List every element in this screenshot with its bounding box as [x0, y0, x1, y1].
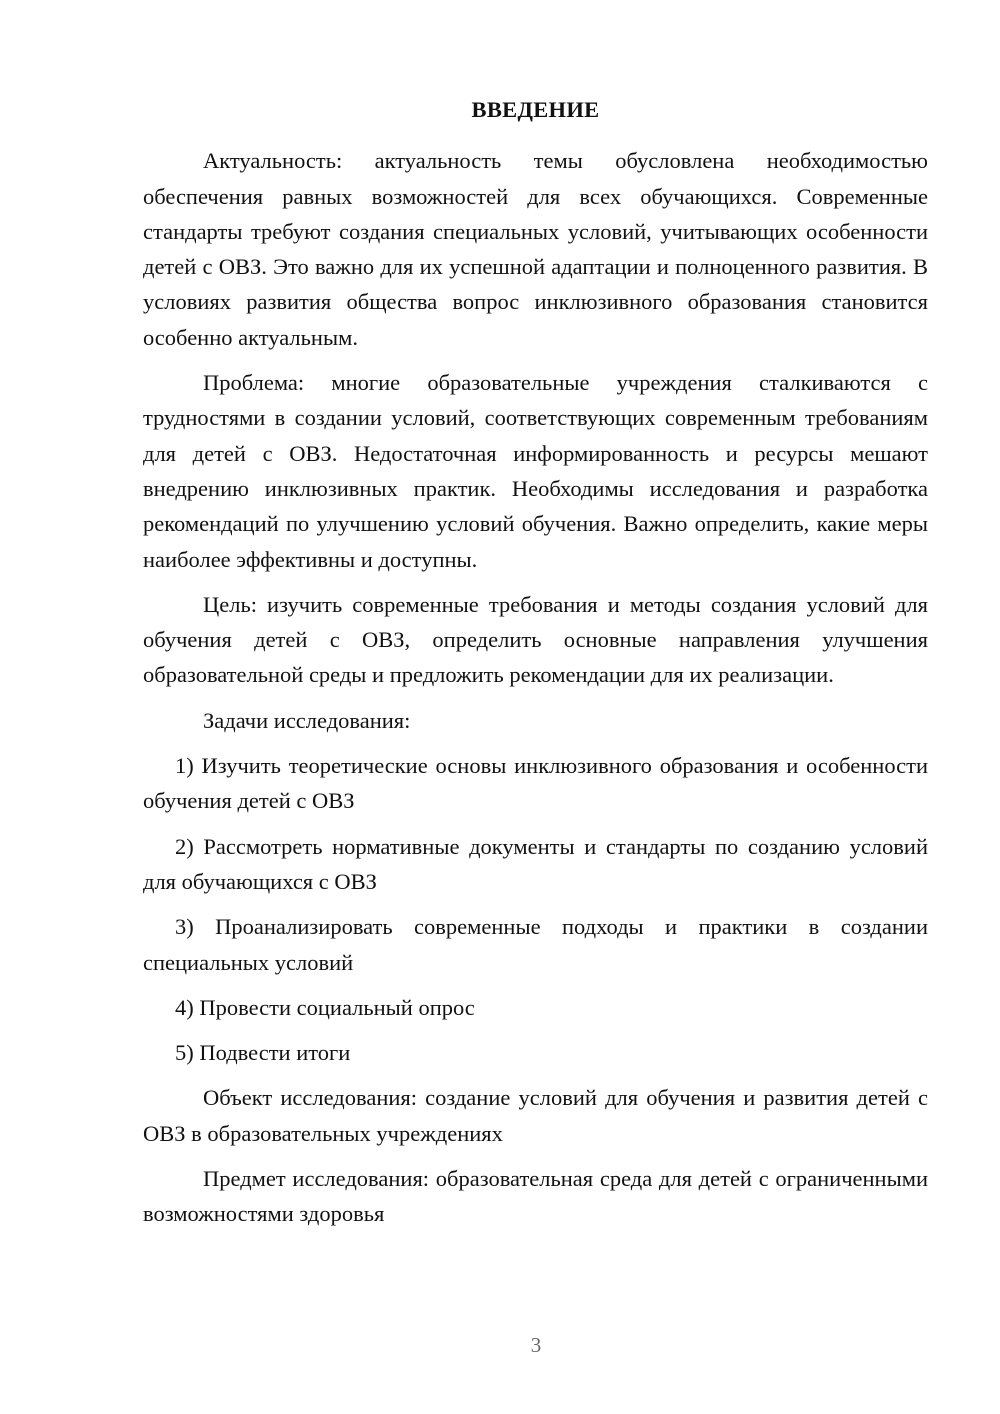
goal-paragraph: Цель: изучить современные требования и методы создания условий для обучения детей с ОВЗ, определить основные направления улучшения образовательной среды и предложить рекомендации для их реализации.	[143, 591, 928, 688]
relevance-paragraph: Актуальность: актуальность темы обусловлена необходимостью обеспечения равных возможностей для всех обучающихся. Современные стандарты требуют создания специальных условий, учитывающих особенности детей с ОВЗ. Это важно для их успешной адаптации и полноценного развития. В условиях развития общества вопрос инклюзивного образования становится особенно актуальным.	[143, 148, 928, 350]
task-item-3: 3) Проанализировать современные подходы и практики в создании специальных условий	[143, 914, 928, 975]
page-content	[143, 92, 928, 1242]
object-paragraph: Объект исследования: создание условий для обучения и развития детей с ОВЗ в образовательных учреждениях	[143, 1085, 928, 1146]
task-item-4: 4) Провести социальный опрос	[175, 994, 475, 1020]
problem-paragraph: Проблема: многие образовательные учреждения сталкиваются с трудностями в создании условий, соответствующих современным требованиям для детей с ОВЗ. Недостаточная информированность и ресурсы мешают внедрению инклюзивных практик. Необходимы исследования и разработка рекомендаций по улучшению условий обучения. Важно определить, какие меры наиболее эффективны и доступны.	[143, 370, 928, 572]
task-item-5: 5) Подвести итоги	[175, 1040, 351, 1066]
task-item-2: 2) Рассмотреть нормативные документы и стандарты по созданию условий для обучающихся с ОВЗ	[143, 833, 928, 894]
tasks-heading: Задачи исследования:	[203, 707, 411, 733]
task-item-1: 1) Изучить теоретические основы инклюзивного образования и особенности обучения детей с ОВЗ	[143, 753, 928, 814]
page-number: 3	[530, 1333, 542, 1357]
section-title: ВВЕДЕНИЕ	[471, 97, 600, 122]
subject-paragraph: Предмет исследования: образовательная среда для детей с ограниченными возможностями здоровья	[143, 1166, 928, 1227]
